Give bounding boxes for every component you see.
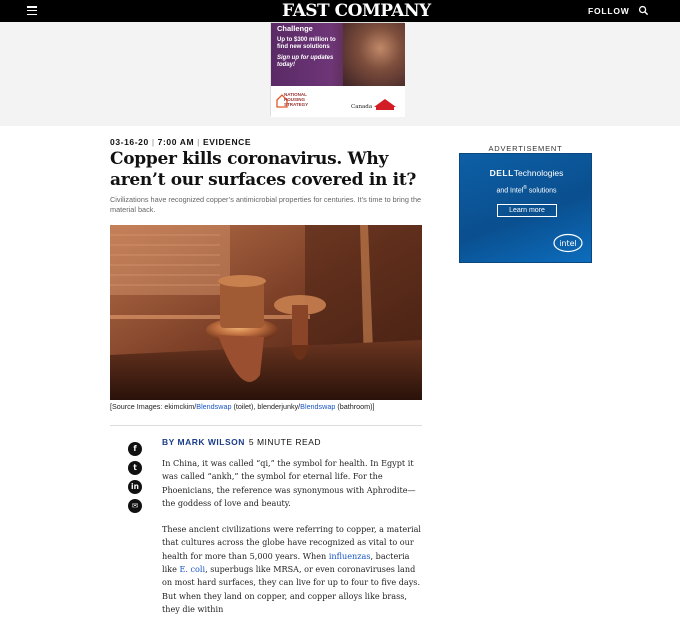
top-bar bbox=[0, 0, 680, 22]
ad-tagline bbox=[460, 185, 593, 194]
learn-more-button[interactable]: Learn more bbox=[497, 204, 557, 217]
cmhc-logo-icon bbox=[373, 98, 397, 111]
article-body bbox=[162, 457, 424, 629]
linkedin-share-icon[interactable]: in bbox=[128, 480, 142, 494]
twitter-share-icon[interactable]: t bbox=[128, 461, 142, 475]
top-ad-band bbox=[0, 22, 680, 126]
dell-intel-ad[interactable] bbox=[459, 153, 592, 263]
article-date: 03-16-20 bbox=[110, 137, 149, 147]
follow-button[interactable]: FOLLOW bbox=[588, 6, 630, 16]
intel-logo-text: intel bbox=[559, 239, 577, 248]
paragraph-2-text-c: , superbugs like MRSA, or even coronaviruses land on most hard surfaces, they can live for up to four to five days. But when they land on copper, and copper alloys like brass, they die within bbox=[162, 564, 421, 614]
author-link[interactable]: BY MARK WILSON bbox=[162, 437, 245, 447]
sponsor-canada: Canada bbox=[351, 104, 373, 110]
ad-offer: Up to $300 million to find new solutions bbox=[277, 37, 336, 50]
caption-text-mid: (toilet), blenderjunky/ bbox=[231, 402, 301, 411]
paragraph-1: In China, it was called “qi,” the symbol for health. In Egypt it was called “ankh,” the symbol for eternal life. For the Phoenicians, the reference was synonymous with Aphrodite—the goddess of love and beauty. bbox=[162, 458, 416, 508]
ad-tagline-reg: ® bbox=[523, 185, 527, 191]
read-time: 5 MINUTE READ bbox=[248, 437, 322, 447]
sponsor-housing: NATIONAL HOUSING STRATEGY bbox=[284, 92, 309, 107]
article-meta: 03-16-20 | 7:00 AM | EVIDENCE bbox=[110, 137, 252, 147]
hero-caption bbox=[110, 403, 422, 411]
article-dek: Civilizations have recognized copper’s antimicrobial properties for centuries. It’s time to bring the material back. bbox=[110, 195, 422, 214]
caption-link-blendswap-2[interactable]: Blendswap bbox=[300, 402, 336, 411]
caption-link-blendswap-1[interactable]: Blendswap bbox=[196, 402, 232, 411]
dell-brand bbox=[460, 168, 593, 178]
article-section[interactable]: EVIDENCE bbox=[202, 137, 252, 147]
article-headline: Copper kills coronavirus. Why aren’t our surfaces covered in it? bbox=[110, 149, 417, 190]
ad-photo bbox=[343, 23, 405, 86]
hamburger-menu-icon[interactable] bbox=[27, 6, 37, 15]
share-buttons bbox=[128, 442, 142, 518]
ad-tagline-pre: and Intel bbox=[496, 187, 524, 195]
search-icon[interactable] bbox=[638, 5, 649, 16]
top-ad-banner[interactable] bbox=[270, 22, 404, 116]
paragraph-2 bbox=[162, 523, 424, 616]
facebook-share-icon[interactable]: f bbox=[128, 442, 142, 456]
ad-copy bbox=[277, 24, 343, 69]
caption-text: [Source Images: ekimckim/ bbox=[110, 402, 197, 411]
advertisement-label: ADVERTISEMENT bbox=[488, 144, 563, 153]
ad-sponsors bbox=[271, 86, 405, 117]
link-influenzas[interactable]: influenzas bbox=[328, 550, 371, 561]
ad-tagline-post: solutions bbox=[526, 187, 557, 195]
dell-brand-bold: DELL bbox=[489, 168, 514, 178]
brand-logo[interactable]: FAST COMPANY bbox=[282, 1, 431, 21]
ad-title: Challenge bbox=[277, 24, 313, 33]
paragraph-2-text: These ancient civilizations were referring to copper, a material that cultures across the globe have recognized as vital to our health for more than 5,000 years. When bbox=[162, 524, 421, 561]
dell-brand-rest: Technologies bbox=[513, 168, 564, 178]
ad-signup: Sign up for updates today! bbox=[277, 55, 334, 68]
intel-logo-icon bbox=[552, 232, 584, 254]
hero-image bbox=[110, 225, 422, 400]
byline bbox=[162, 437, 321, 447]
divider bbox=[110, 425, 422, 426]
link-e-coli[interactable]: E. coli bbox=[179, 564, 206, 575]
paragraph-2-text-b: , bacteria like bbox=[162, 550, 410, 575]
email-share-icon[interactable]: ✉ bbox=[128, 499, 142, 513]
article-time: 7:00 AM bbox=[157, 137, 195, 147]
caption-text-end: (bathroom)] bbox=[335, 402, 375, 411]
